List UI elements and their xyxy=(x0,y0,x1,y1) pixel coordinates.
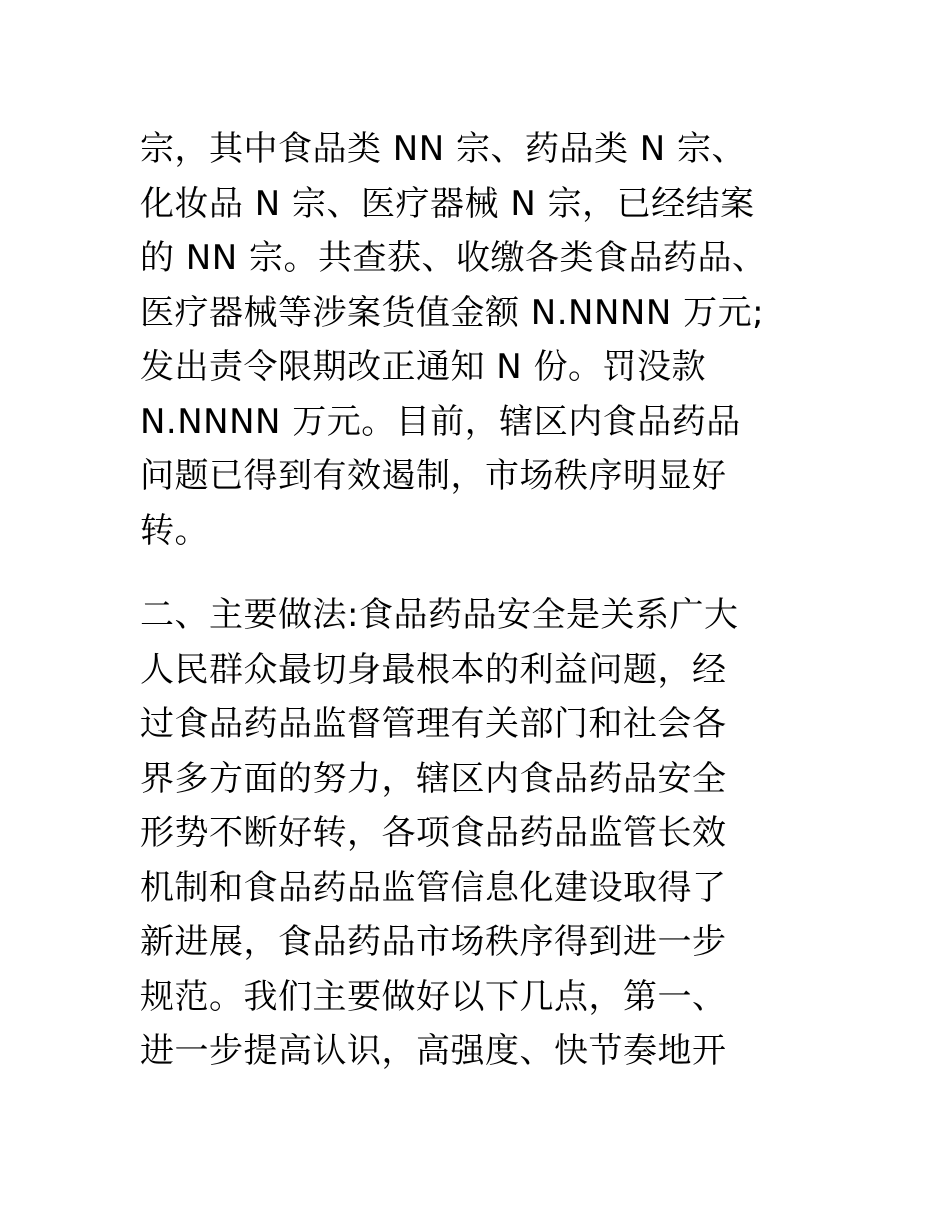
text-line: 转。 xyxy=(140,510,209,551)
text-line: 的 NN 宗。共查获、收缴各类食品药品、 xyxy=(140,238,767,278)
text-line: 问题已得到有效遏制，市场秩序明显好 xyxy=(140,456,727,496)
text-line: 宗，其中食品类 NN 宗、药品类 N 宗、 xyxy=(140,129,747,169)
text-line: 医疗器械等涉案货值金额 N.NNNN 万元; xyxy=(140,292,765,333)
text-line: 界多方面的努力，辖区内食品药品安全 xyxy=(140,758,727,799)
text-line: 新进展，食品药品市场秩序得到进一步 xyxy=(140,922,727,962)
text-line: 进一步提高认识，高强度、快节奏地开 xyxy=(140,1031,727,1071)
text-line: 规范。我们主要做好以下几点，第一、 xyxy=(140,976,727,1017)
text-line: 二、主要做法:食品药品安全是关系广大 xyxy=(140,595,739,635)
text-line: 化妆品 N 宗、医疗器械 N 宗，已经结案 xyxy=(140,183,755,224)
text-line: 过食品药品监督管理有关部门和社会各 xyxy=(140,704,727,744)
text-line: 形势不断好转，各项食品药品监管长效 xyxy=(140,813,727,853)
text-line: 发出责令限期改正通知 N 份。罚没款 xyxy=(140,347,707,387)
paragraph-case-statistics xyxy=(140,122,766,558)
paragraph-main-practices xyxy=(140,588,738,1079)
text-line: N.NNNN 万元。目前，辖区内食品药品 xyxy=(140,401,741,442)
text-line: 人民群众最切身最根本的利益问题，经 xyxy=(140,649,727,690)
text-line: 机制和食品药品监管信息化建设取得了 xyxy=(140,867,727,908)
